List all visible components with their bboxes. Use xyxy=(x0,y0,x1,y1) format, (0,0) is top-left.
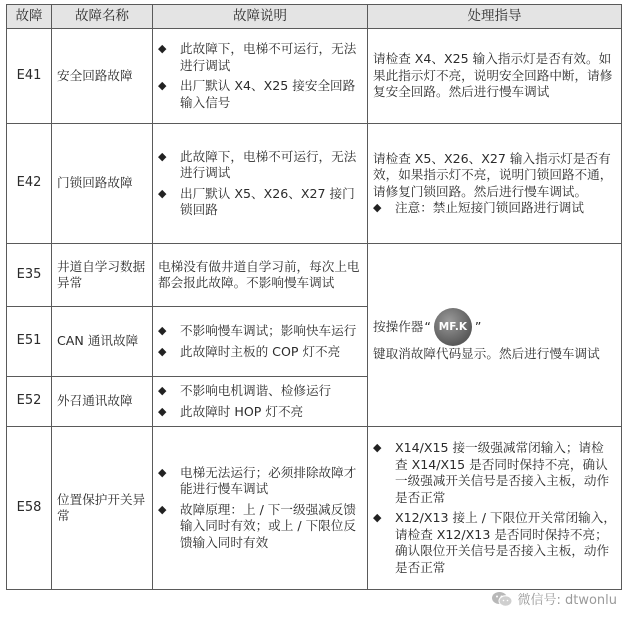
fault-code: E58 xyxy=(7,427,52,590)
fault-table xyxy=(6,4,622,590)
guide-item: X12/X13 接上 / 下限位开关常闭输入，请检查 X12/X13 是否同时保持不亮；确认限位开关信号是否接入主板，动作是否正常 xyxy=(395,510,616,575)
fault-name: 位置保护开关异常 xyxy=(52,427,153,590)
fault-code: E52 xyxy=(7,377,52,427)
close-quote: ” xyxy=(474,318,482,334)
desc-text: 电梯没有做井道自学习前，每次上电都会报此故障。不影响慢车调试 xyxy=(158,258,360,290)
fault-code: E42 xyxy=(7,124,52,244)
desc-item: 电梯无法运行；必须排除故障才能进行慢车调试 xyxy=(180,464,357,497)
table-row xyxy=(7,124,622,244)
fault-desc xyxy=(153,124,368,244)
desc-item: 不影响电机调谐、检修运行 xyxy=(180,383,332,398)
header-row xyxy=(7,5,622,29)
fault-desc xyxy=(153,427,368,590)
fault-guide xyxy=(368,124,622,244)
diamond-bullet-icon: ◆ xyxy=(158,149,167,163)
desc-item: 出厂默认 X5、X26、X27 接门锁回路 xyxy=(180,185,355,217)
diamond-bullet-icon: ◆ xyxy=(373,511,382,524)
diamond-bullet-icon: ◆ xyxy=(158,404,167,418)
table-row xyxy=(7,427,622,590)
diamond-bullet-icon: ◆ xyxy=(158,465,167,479)
header-desc: 故障说明 xyxy=(153,5,368,29)
fault-desc xyxy=(153,307,368,377)
diamond-bullet-icon: ◆ xyxy=(373,441,382,454)
header-code: 故障 xyxy=(7,5,52,29)
diamond-bullet-icon: ◆ xyxy=(158,42,167,55)
fault-desc xyxy=(153,244,368,307)
fault-desc xyxy=(153,29,368,124)
wechat-icon xyxy=(491,591,513,607)
guide-prefix: 按操作器 xyxy=(373,318,424,334)
desc-item: 此故障时主板的 COP 灯不亮 xyxy=(180,343,341,359)
diamond-bullet-icon: ◆ xyxy=(158,324,167,337)
fault-code: E35 xyxy=(7,244,52,307)
guide-item: X14/X15 接一级强减常闭输入；请检查 X14/X15 是否同时保持不亮，确认一级强减开关信号是否接入主板，动作是否正常 xyxy=(395,440,610,505)
fault-name: 外召通讯故障 xyxy=(52,377,153,427)
desc-item: 此故障时 HOP 灯不亮 xyxy=(180,403,304,419)
diamond-bullet-icon: ◆ xyxy=(158,344,167,358)
fault-name: 井道自学习数据异常 xyxy=(52,244,153,307)
desc-item: 故障原理：上 / 下一级强减反馈输入同时有效；或上 / 下限位反馈输入同时有效 xyxy=(180,501,356,550)
diamond-bullet-icon: ◆ xyxy=(158,79,167,92)
fault-code: E41 xyxy=(7,29,52,124)
guide-text: 请检查 X4、X25 输入指示灯是否有效。如果此指示灯不亮，说明安全回路中断，请修复安全回路。然后进行慢车调试 xyxy=(373,51,613,100)
mfk-key-icon: MF.K xyxy=(434,308,472,346)
fault-name: CAN 通讯故障 xyxy=(52,307,153,377)
desc-item: 出厂默认 X4、X25 接安全回路输入信号 xyxy=(180,78,356,110)
diamond-bullet-icon: ◆ xyxy=(373,201,382,214)
fault-name: 安全回路故障 xyxy=(52,29,153,124)
header-guide: 处理指导 xyxy=(368,5,622,29)
diamond-bullet-icon: ◆ xyxy=(158,186,167,200)
table-row xyxy=(7,29,622,124)
fault-guide xyxy=(368,29,622,124)
header-name: 故障名称 xyxy=(52,5,153,29)
diamond-bullet-icon: ◆ xyxy=(158,384,167,397)
desc-item: 不影响慢车调试；影响快车运行 xyxy=(180,323,357,338)
fault-guide xyxy=(368,427,622,590)
fault-name: 门锁回路故障 xyxy=(52,124,153,244)
guide-text: 请检查 X5、X26、X27 输入指示灯是否有效，如果指示灯不亮，说明门锁回路不通，请修复门锁回路。然后进行慢车调试。 xyxy=(373,150,613,199)
diamond-bullet-icon: ◆ xyxy=(158,502,167,516)
open-quote: “ xyxy=(424,318,431,334)
wechat-watermark xyxy=(491,589,617,608)
desc-item: 此故障下，电梯不可运行，无法进行调试 xyxy=(180,148,357,180)
fault-desc xyxy=(153,377,368,427)
guide-note: 注意：禁止短接门锁回路进行调试 xyxy=(395,200,584,215)
table-row xyxy=(7,244,622,307)
fault-code: E51 xyxy=(7,307,52,377)
watermark-text: 微信号: dtwonlu xyxy=(517,593,617,608)
desc-item: 此故障下，电梯不可运行，无法进行调试 xyxy=(180,41,357,73)
shared-guide xyxy=(368,244,622,427)
guide-suffix: 键取消故障代码显示。然后进行慢车调试 xyxy=(373,345,600,361)
